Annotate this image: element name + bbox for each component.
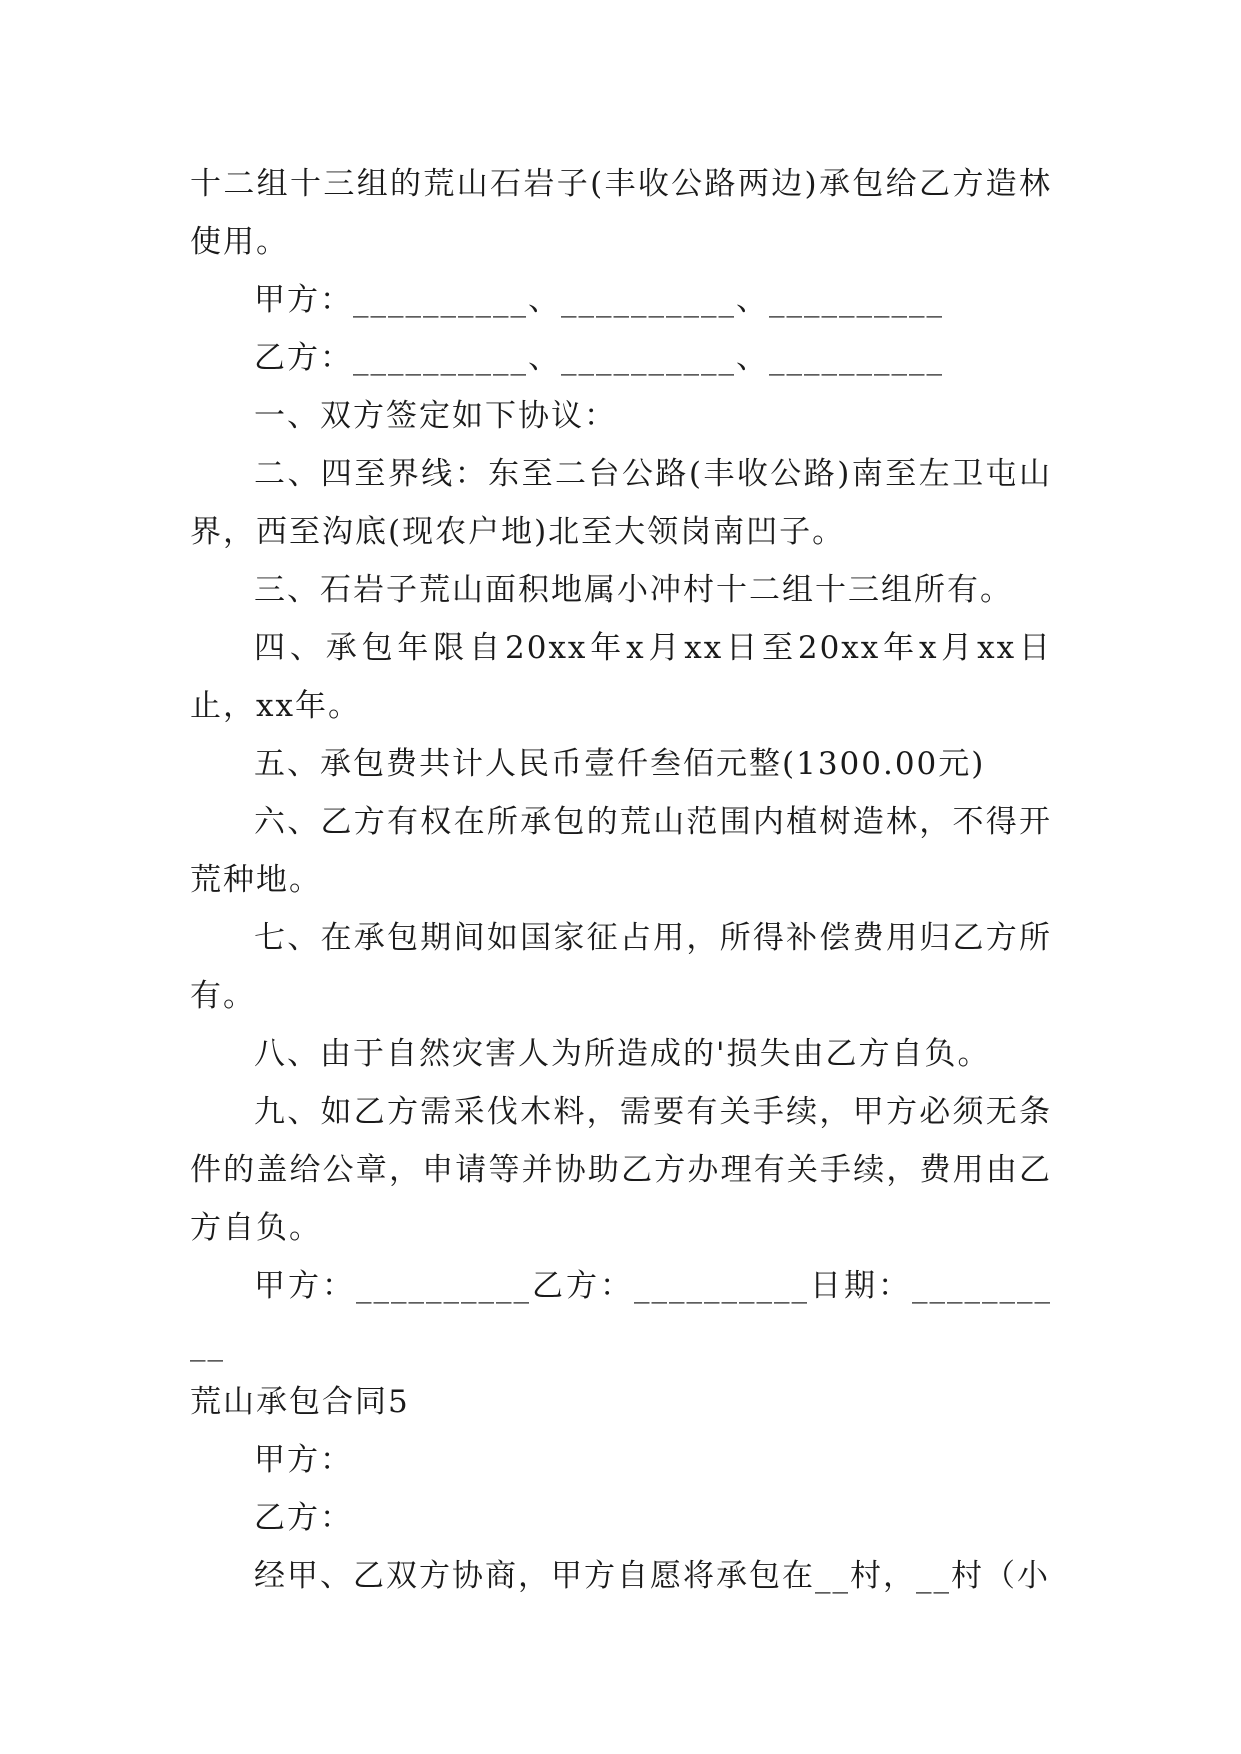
paragraph-party-b-blanks: 乙方：__________、__________、__________ [254,340,944,376]
clause-9: 九、如乙方需采伐木料，需要有关手续，甲方必须无条件的盖给公章，申请等并协助乙方办理有关手续，费用由乙方自负。 [190,1094,1052,1246]
paragraph-party-a: 甲方： [254,1442,353,1478]
clause-7: 七、在承包期间如国家征占用，所得补偿费用归乙方所有。 [190,920,1052,1014]
section-heading: 荒山承包合同5 [190,1384,410,1420]
document-body [190,155,1052,1605]
paragraph-intro-continued: 十二组十三组的荒山石岩子(丰收公路两边)承包给乙方造林使用。 [190,166,1052,260]
signature-line: 甲方：__________乙方：__________日期：__________ [190,1268,1052,1362]
paragraph-party-a-blanks: 甲方：__________、__________、__________ [254,282,944,318]
clause-1: 一、双方签定如下协议： [254,398,617,434]
clause-8: 八、由于自然灾害人为所造成的'损失由乙方自负。 [254,1036,991,1072]
clause-2: 二、四至界线：东至二台公路(丰收公路)南至左卫屯山界，西至沟底(现农户地)北至大领岗南凹子。 [190,456,1052,550]
clause-3: 三、石岩子荒山面积地属小冲村十二组十三组所有。 [254,572,1013,608]
clause-6: 六、乙方有权在所承包的荒山范围内植树造林，不得开荒种地。 [190,804,1052,898]
paragraph-party-b: 乙方： [254,1500,353,1536]
paragraph-agreement-intro: 经甲、乙双方协商，甲方自愿将承包在__村，__村（小 [254,1558,1050,1594]
clause-4: 四、承包年限自20xx年x月xx日至20xx年x月xx日止，xx年。 [190,630,1052,724]
clause-5: 五、承包费共计人民币壹仟叁佰元整(1300.00元) [254,746,986,782]
